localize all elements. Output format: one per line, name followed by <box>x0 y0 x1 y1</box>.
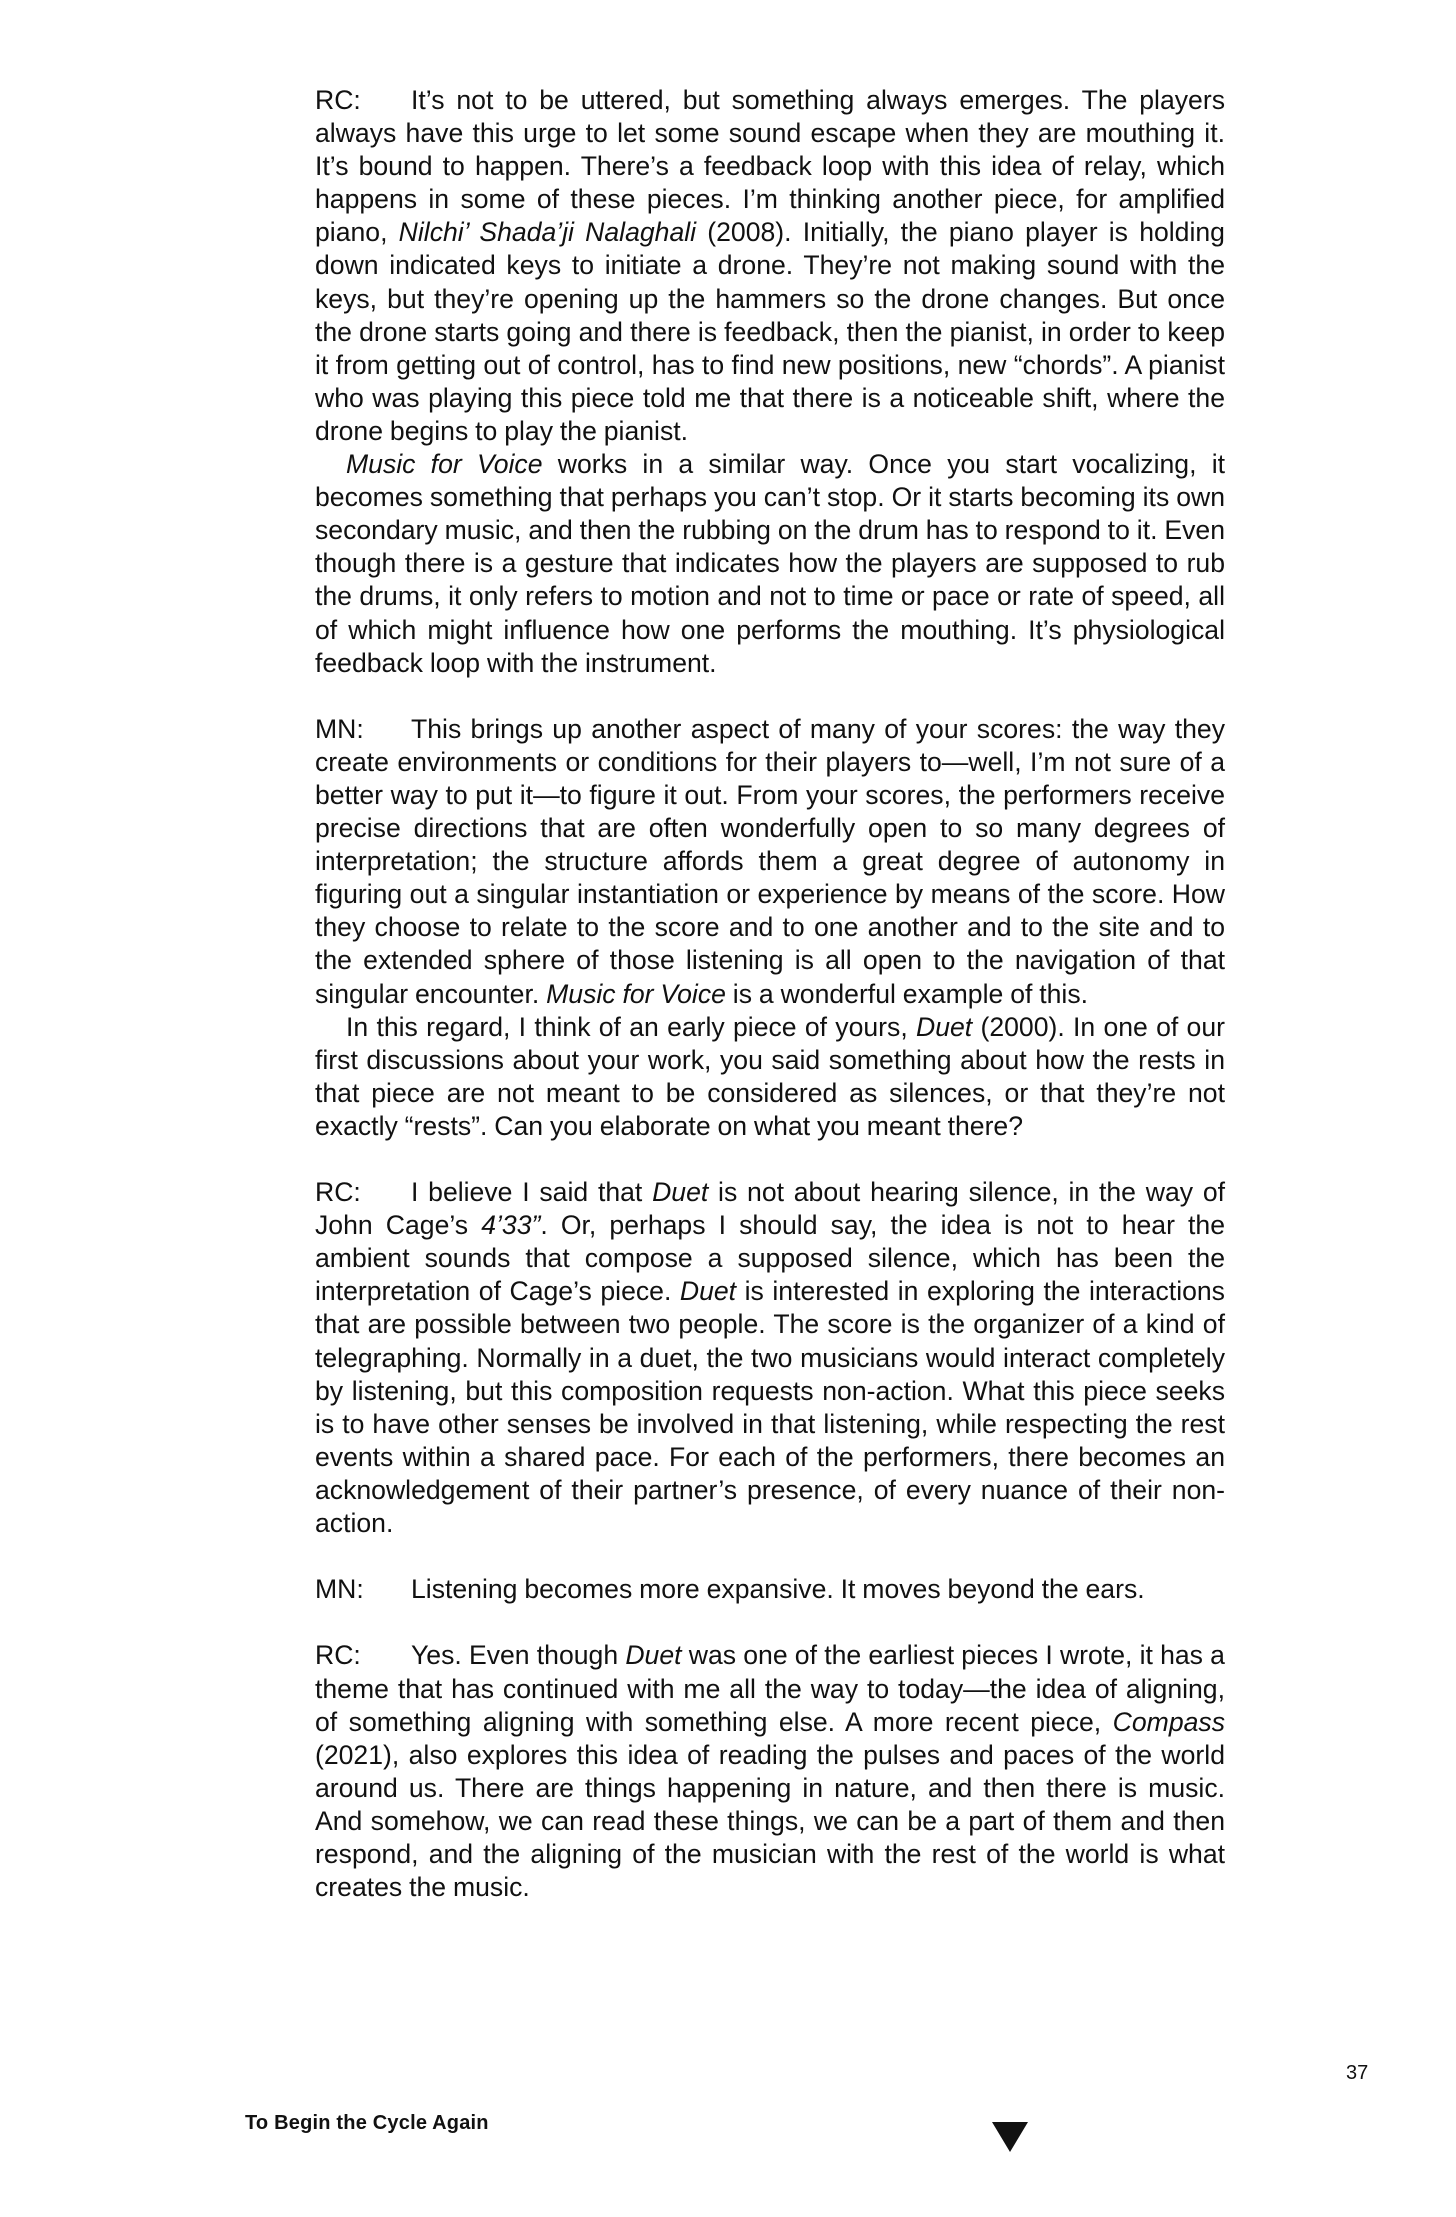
work-title: Duet <box>679 1276 737 1307</box>
speaker-label: RC: <box>315 1640 361 1671</box>
speaker-label: RC: <box>315 85 361 115</box>
work-title: Music for Voice <box>546 978 726 1009</box>
work-title: Duet <box>652 1177 709 1208</box>
article-body <box>315 84 1225 1904</box>
work-title: Compass <box>1112 1706 1225 1737</box>
work-title: Duet <box>916 1011 973 1042</box>
speaker-label: MN: <box>315 1574 364 1605</box>
paragraph-5: RC: I believe I said that Duet is not about hearing silence, in the way of John Cage’s 4’33”. Or, perhaps I should say, the idea is not to hear the ambient sounds that compose a supposed silence, which has been the interpretation of Cage’s piece. Duet is interested in exploring the interactions that are possible between two people. The score is the organizer of a kind of telegraphing. Normally in a duet, the two musicians would interact completely by listening, but this composition requests non-action. What this piece seeks is to have other senses be involved in that listening, while respecting the rest events within a shared pace. For each of the performers, there becomes an acknowledgement of their partner’s presence, of every nuance of their non-action. <box>315 1177 1226 1539</box>
down-triangle-icon <box>992 2122 1028 2152</box>
paragraph-2: Music for Voice works in a similar way. Once you start vocalizing, it becomes something that perhaps you can’t stop. Or it starts becoming its own secondary music, and then the rubbing on the drum has to respond to it. Even though there is a gesture that indicates how the players are supposed to rub the drums, it only refers to motion and not to time or pace or rate of speed, all of which might influence how one performs the mouthing. It’s physiological feedback loop with the instrument. <box>315 449 1225 678</box>
paragraph-3: MN: This brings up another aspect of many of your scores: the way they create environments or conditions for their players to—well, I’m not sure of a better way to put it—to figure it out. From your scores, the performers receive precise directions that are often wonderfully open to so many degrees of interpretation; the structure affords them a great degree of autonomy in figuring out a singular instantiation or experience by means of the score. How they choose to relate to the score and to one another and to the site and to the extended sphere of those listening is all open to the navigation of that singular encounter. Music for Voice is a wonderful example of this. <box>315 713 1225 1009</box>
speaker-label: MN: <box>315 713 364 744</box>
paragraph-4: In this regard, I think of an early piece of yours, Duet (2000). In one of our first discussions about your work, you said something about how the rests in that piece are not meant to be considered as silences, or that they’re not exactly “rests”. Can you elaborate on what you meant there? <box>315 1011 1225 1141</box>
work-title: Duet <box>625 1640 682 1671</box>
paragraph-6: MN: Listening becomes more expansive. It moves beyond the ears. <box>315 1573 1225 1606</box>
work-title: Music for Voice <box>346 449 543 480</box>
page-number: 37 <box>1346 2062 1369 2084</box>
paragraph-7: RC: Yes. Even though Duet was one of the earliest pieces I wrote, it has a theme that has continued with me all the way to today—the idea of aligning, of something aligning with something else. A more recent piece, Compass (2021), also explores this idea of reading the pulses and paces of the world around us. There are things happening in nature, and then there is music. And somehow, we can read these things, we can be a part of them and then respond, and the aligning of the musician with the rest of the world is what creates the music. <box>315 1640 1225 1903</box>
work-title: 4’33” <box>481 1210 541 1241</box>
paragraph-1: RC: It’s not to be uttered, but something always emerges. The players always have this urge to let some sound escape when they are mouthing it. It’s bound to happen. There’s a feedback loop with this idea of relay, which happens in some of these pieces. I’m thinking another piece, for amplified piano, Nilchi’ Shada’ji Nalaghali (2008). Initially, the piano player is holding down indicated keys to initiate a drone. They’re not making sound with the keys, but they’re opening up the hammers so the drone changes. But once the drone starts going and there is feedback, then the pianist, in order to keep it from getting out of control, has to find new positions, new “chords”. A pianist who was playing this piece told me that there is a noticeable shift, where the drone begins to play the pianist. <box>315 85 1225 446</box>
speaker-label: RC: <box>315 1177 361 1208</box>
running-footer-title: To Begin the Cycle Again <box>245 2112 489 2134</box>
work-title: Nilchi’ Shada’ji Nalaghali <box>398 217 697 248</box>
